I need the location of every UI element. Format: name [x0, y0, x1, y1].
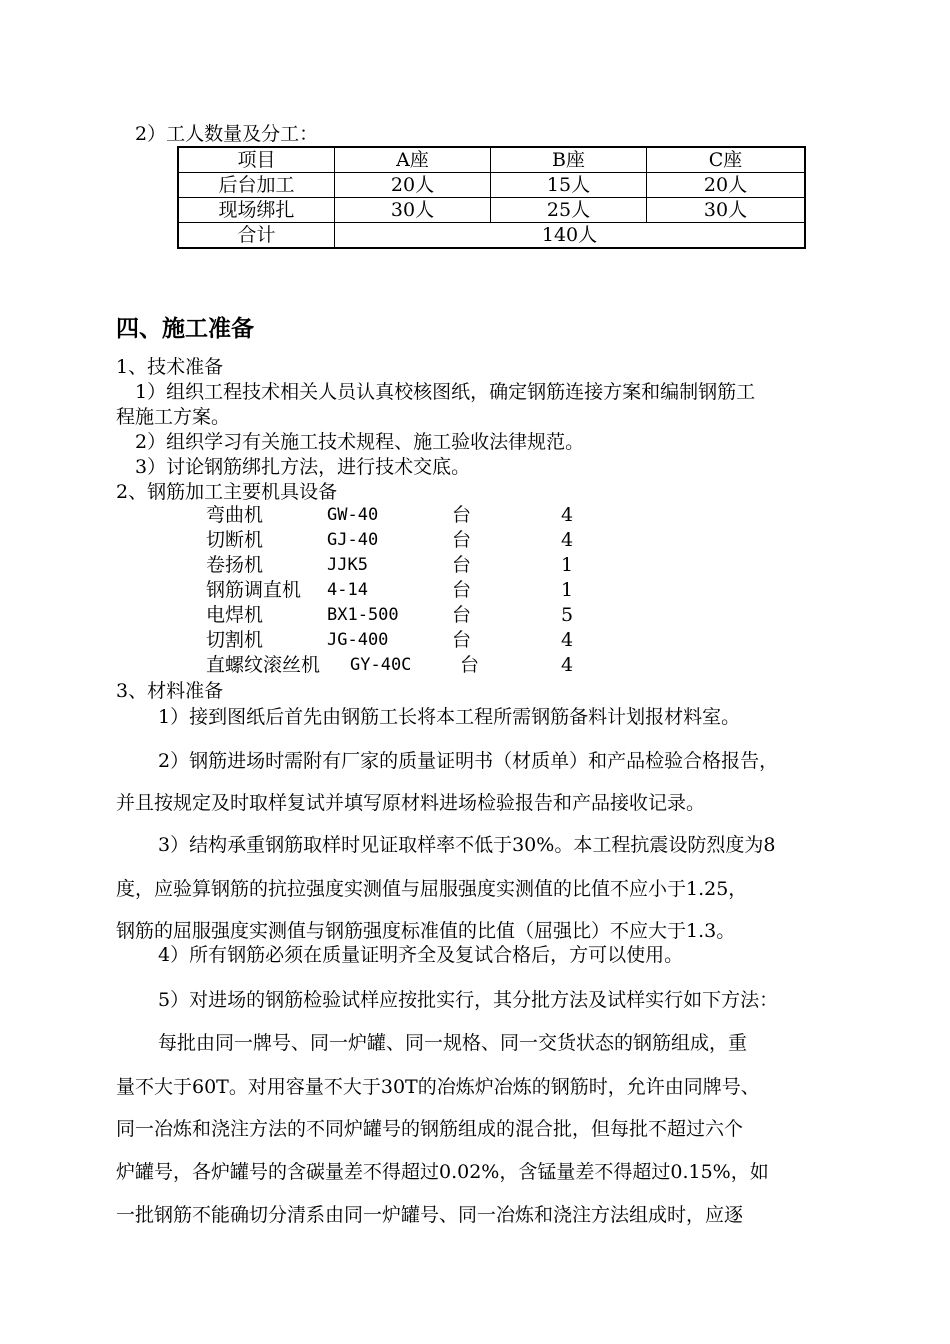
equipment-name: 切割机	[206, 629, 264, 651]
materials-para-6-line-1: 每批由同一牌号、同一炉罐、同一规格、同一交货状态的钢筋组成，重	[158, 1032, 748, 1054]
materials-para-1: 1）接到图纸后首先由钢筋工长将本工程所需钢筋备料计划报材料室。	[158, 706, 741, 728]
tech-item-2: 2）组织学习有关施工技术规程、施工验收法律规范。	[135, 431, 585, 453]
equipment-unit: 台	[452, 579, 472, 601]
table-cell: 20人	[335, 173, 491, 198]
materials-para-2-line-2: 并且按规定及时取样复试并填写原材料进场检验报告和产品接收记录。	[116, 792, 706, 814]
materials-para-3-line-2: 度，应验算钢筋的抗拉强度实测值与屈服强度实测值的比值不应小于1.25，	[116, 878, 748, 900]
materials-para-4: 4）所有钢筋必须在质量证明齐全及复试合格后，方可以使用。	[158, 944, 684, 966]
equipment-unit: 台	[452, 629, 472, 651]
equipment-unit: 台	[460, 654, 480, 676]
table-cell: 30人	[647, 198, 806, 223]
equipment-unit: 台	[452, 504, 472, 526]
table-cell: 后台加工	[178, 173, 335, 198]
equipment-name: 钢筋调直机	[206, 579, 302, 601]
staff-heading: 2）工人数量及分工：	[135, 123, 319, 145]
equipment-name: 电焊机	[206, 604, 264, 626]
equipment-qty: 4	[561, 629, 574, 651]
materials-para-6-line-2: 量不大于60T。对用容量不大于30T的冶炼炉冶炼的钢筋时，允许由同牌号、	[116, 1076, 760, 1098]
equipment-name: 切断机	[206, 529, 264, 551]
tech-item-1-line-1: 1）组织工程技术相关人员认真校核图纸，确定钢筋连接方案和编制钢筋工	[135, 381, 756, 403]
materials-para-3-line-3: 钢筋的屈服强度实测值与钢筋强度标准值的比值（屈强比）不应大于1.3。	[116, 920, 736, 942]
staff-table	[177, 146, 806, 249]
table-cell: 15人	[491, 173, 647, 198]
equipment-model: BX1-500	[327, 605, 399, 625]
equipment-model: JJK5	[327, 555, 368, 575]
equipment-heading: 2、钢筋加工主要机具设备	[116, 481, 338, 503]
table-row	[178, 198, 805, 223]
table-row	[178, 173, 805, 198]
equipment-model: GW-40	[327, 505, 379, 525]
equipment-qty: 4	[561, 504, 574, 526]
equipment-model: GY-40C	[350, 655, 412, 675]
equipment-unit: 台	[452, 604, 472, 626]
materials-para-5: 5）对进场的钢筋检验试样应按批实行，其分批方法及试样实行如下方法：	[158, 989, 779, 1011]
table-header-cell: B座	[491, 147, 647, 173]
materials-para-3-line-1: 3）结构承重钢筋取样时见证取样率不低于30%。本工程抗震设防烈度为8	[158, 834, 776, 856]
equipment-name: 弯曲机	[206, 504, 264, 526]
materials-para-6-line-5: 一批钢筋不能确切分清系由同一炉罐号、同一冶炼和浇注方法组成时，应逐	[116, 1204, 744, 1226]
equipment-name: 直螺纹滚丝机	[206, 654, 321, 676]
table-cell: 140人	[335, 223, 806, 249]
equipment-model: GJ-40	[327, 530, 379, 550]
table-cell: 25人	[491, 198, 647, 223]
equipment-qty: 5	[561, 604, 574, 626]
equipment-unit: 台	[452, 529, 472, 551]
section-title: 四、施工准备	[116, 315, 254, 342]
equipment-model: 4-14	[327, 580, 368, 600]
table-header-cell: 项目	[178, 147, 335, 173]
tech-heading: 1、技术准备	[116, 356, 224, 378]
table-cell: 20人	[647, 173, 806, 198]
equipment-name: 卷扬机	[206, 554, 264, 576]
table-cell: 合计	[178, 223, 335, 249]
equipment-model: JG-400	[327, 630, 389, 650]
table-cell: 现场绑扎	[178, 198, 335, 223]
table-header-cell: C座	[647, 147, 806, 173]
equipment-qty: 1	[561, 554, 574, 576]
table-cell: 30人	[335, 198, 491, 223]
table-total-row	[178, 223, 805, 249]
table-header-cell: A座	[335, 147, 491, 173]
equipment-qty: 4	[561, 529, 574, 551]
equipment-qty: 4	[561, 654, 574, 676]
materials-heading: 3、材料准备	[116, 680, 224, 702]
materials-para-6-line-3: 同一冶炼和浇注方法的不同炉罐号的钢筋组成的混合批，但每批不超过六个	[116, 1118, 744, 1140]
tech-item-3: 3）讨论钢筋绑扎方法，进行技术交底。	[135, 456, 471, 478]
materials-para-2-line-1: 2）钢筋进场时需附有厂家的质量证明书（材质单）和产品检验合格报告，	[158, 750, 779, 772]
equipment-qty: 1	[561, 579, 574, 601]
materials-para-6-line-4: 炉罐号，各炉罐号的含碳量差不得超过0.02%，含锰量差不得超过0.15%，如	[116, 1161, 769, 1183]
table-header-row	[178, 147, 805, 173]
equipment-unit: 台	[452, 554, 472, 576]
tech-item-1-line-2: 程施工方案。	[116, 406, 231, 428]
